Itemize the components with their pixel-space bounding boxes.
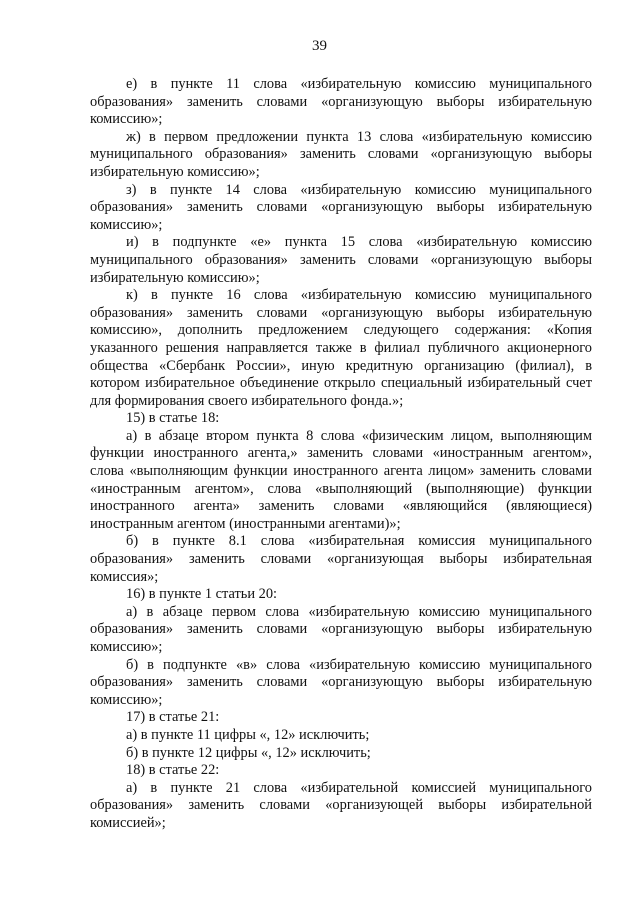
paragraph-b-item-8-1: б) в пункте 8.1 слова «избирательная комиссия муниципального образования» заменить словами «организующая выборы избирательная комиссия»; xyxy=(90,533,592,585)
paragraph-article-22-heading: 18) в статье 22: xyxy=(126,762,220,779)
document-body xyxy=(90,76,592,833)
paragraph-e-item-11: е) в пункте 11 слова «избирательную комиссию муниципального образования» заменить словами «организующую выборы избирательную комиссию»; xyxy=(90,76,592,128)
paragraph-article-21-heading: 17) в статье 21: xyxy=(126,709,220,726)
paragraph-article-18-heading: 15) в статье 18: xyxy=(126,410,220,427)
paragraph-b-subitem-v: б) в подпункте «в» слова «избирательную комиссию муниципального образования» заменить словами «организующую выборы избирательную комиссию»; xyxy=(90,656,592,708)
page-number: 39 xyxy=(312,38,327,54)
paragraph-a-item-11-digits: а) в пункте 11 цифры «, 12» исключить; xyxy=(126,726,370,743)
paragraph-k-item-16: к) в пункте 16 слова «избирательную комиссию муниципального образования» заменить словами «организующую выборы избирательную комиссию», дополнить предложением следующего содержания: «Копия указанного решения направляется также в филиал публичного акционерного общества «Сбербанк России», иную кредитную организацию (филиал), в котором избирательное объединение открыло специальный избирательный счет для формирования своего избирательного фонда.»; xyxy=(90,287,592,409)
paragraph-z-item-14: з) в пункте 14 слова «избирательную комиссию муниципального образования» заменить словами «организующую выборы избирательную комиссию»; xyxy=(90,181,592,233)
paragraph-i-item-15: и) в подпункте «е» пункта 15 слова «избирательную комиссию муниципального образования» заменить словами «организующую выборы избирательную комиссию»; xyxy=(90,234,592,286)
paragraph-zh-item-13: ж) в первом предложении пункта 13 слова «избирательную комиссию муниципального образования» заменить словами «организующую выборы избирательную комиссию»; xyxy=(90,128,592,180)
paragraph-a-first-abzac: а) в абзаце первом слова «избирательную комиссию муниципального образования» заменить словами «организующую выборы избирательную комиссию»; xyxy=(90,603,592,655)
paragraph-a-item-21: а) в пункте 21 слова «избирательной комиссией муниципального образования» заменить словами «организующей выборы избирательной комиссией»; xyxy=(90,779,592,831)
paragraph-article-20-heading: 16) в пункте 1 статьи 20: xyxy=(126,586,278,603)
paragraph-b-item-12-digits: б) в пункте 12 цифры «, 12» исключить; xyxy=(126,744,371,761)
paragraph-a-item-8: а) в абзаце втором пункта 8 слова «физическим лицом, выполняющим функции иностранного агента,» заменить словами «иностранным агентом», слова «выполняющим функции иностранного агента лицом» заменить словами «иностранным агентом», слова «выполняющий (выполняющие) функции иностранного агента» заменить словами «являющийся (являющиеся) иностранным агентом (иностранными агентами)»; xyxy=(90,427,592,532)
